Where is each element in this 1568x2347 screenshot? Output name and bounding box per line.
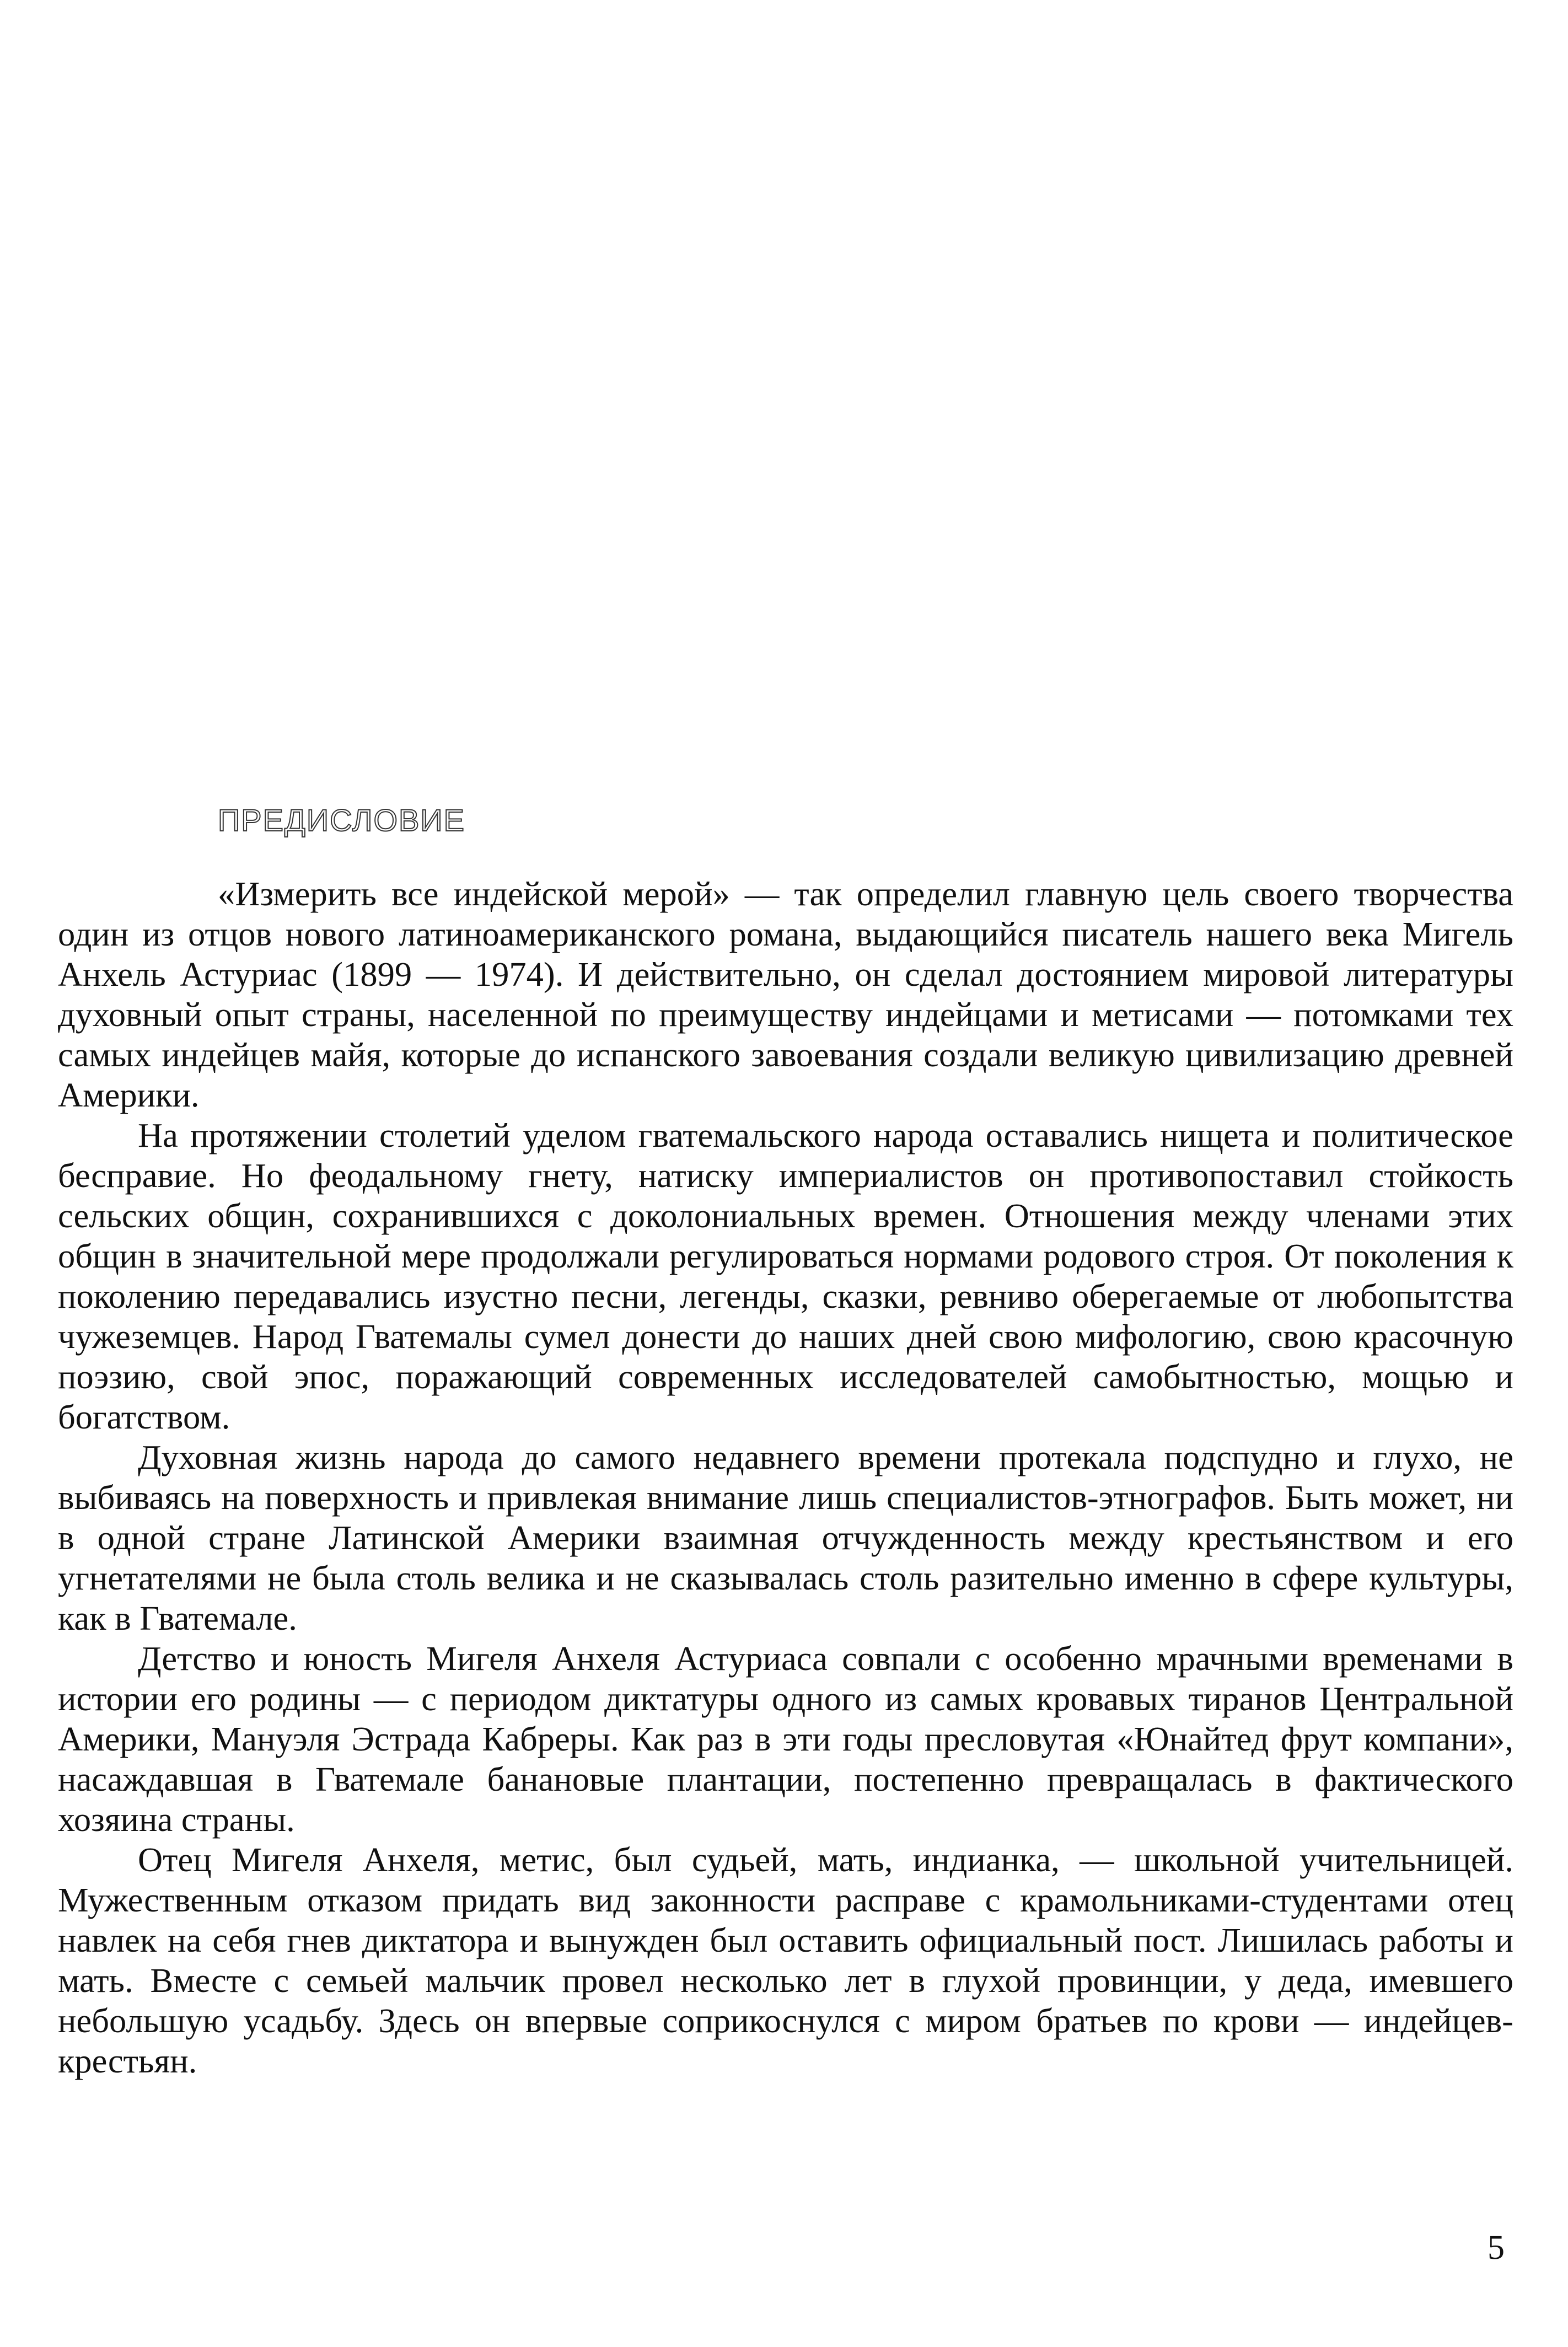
paragraph-5: Отец Мигеля Анхеля, метис, был судьей, мать, индианка, — школьной учительницей. Мужественным отказом придать вид законности расправе с крамольниками-студентами отец навлек на себя гнев диктатора и вынужден был оставить официальный пост. Лишилась работы и мать. Вместе с семьей мальчик провел несколько лет в глухой провинции, у деда, имевшего небольшую усадьбу. Здесь он впервые соприкоснулся с миром братьев по крови — индейцев-крестьян. xyxy=(58,1840,1513,2080)
paragraph-3: Духовная жизнь народа до самого недавнего времени протекала подспудно и глухо, не выбиваясь на поверхность и привлекая внимание лишь специалистов-этнографов. Быть может, ни в одной стране Латинской Америки взаимная отчужденность между крестьянством и его угнетателями не была столь велика и не сказывалась столь разительно именно в сфере культуры, как в Гватемале. xyxy=(58,1438,1513,1637)
page-number: 5 xyxy=(1488,2229,1505,2267)
paragraph-1: «Измерить все индейской мерой» — так определил главную цель своего творчества один из отцов нового латиноамериканского романа, выдающийся писатель нашего века Мигель Анхель Астуриас (1899 — 1974). И действительно, он сделал достоянием мировой литературы духовный опыт страны, населенной по преимуществу индейцами и метисами — потомками тех самых индейцев майя, которые до испанского завоевания создали великую цивилизацию древней Америки. xyxy=(58,874,1513,1114)
paragraph-2: На протяжении столетий уделом гватемальского народа оставались нищета и политическое бесправие. Но феодальному гнету, натиску империалистов он противопоставил стойкость сельских общин, сохранившихся с доколониальных времен. Отношения между членами этих общин в значительной мере продолжали регулироваться нормами родового строя. От поколения к поколению передавались изустно песни, легенды, сказки, ревниво оберегаемые от любопытства чужеземцев. Народ Гватемалы сумел донести до наших дней свою мифологию, свою красочную поэзию, свой эпос, поражающий современных исследователей самобытностью, мощью и богатством. xyxy=(58,1116,1513,1436)
paragraph-4: Детство и юность Мигеля Анхеля Астуриаса совпали с особенно мрачными временами в истории его родины — с периодом диктатуры одного из самых кровавых тиранов Центральной Америки, Мануэля Эстрада Кабреры. Как раз в эти годы пресловутая «Юнайтед фрут компани», насаждавшая в Гватемале банановые плантации, постепенно превращалась в фактического хозяина страны. xyxy=(58,1639,1513,1839)
body-text xyxy=(58,874,1513,2081)
section-heading: ПРЕДИСЛОВИЕ xyxy=(218,803,465,837)
